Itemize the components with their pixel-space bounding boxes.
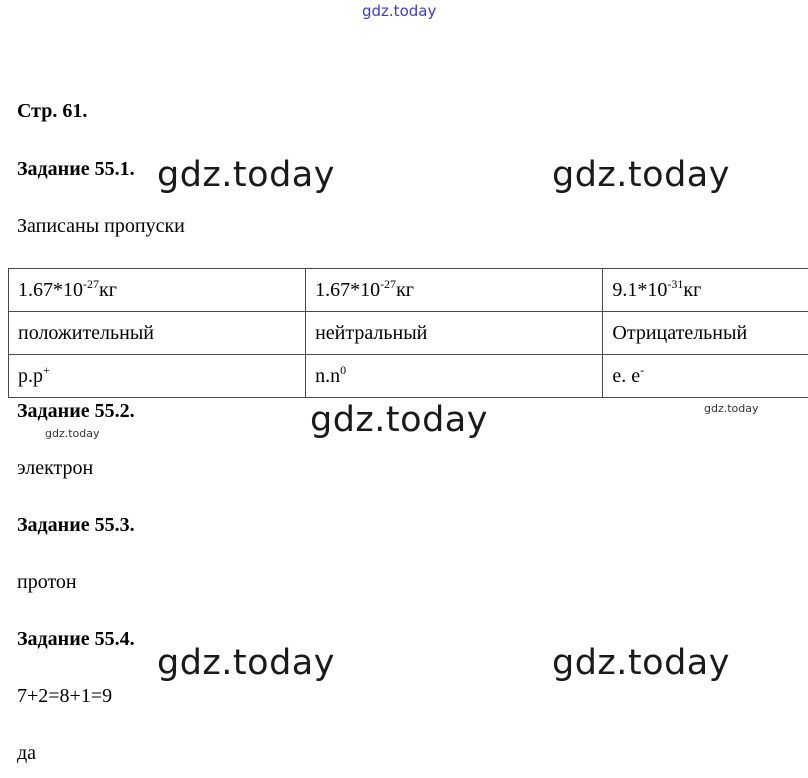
task-55-2-answer: электрон: [17, 457, 94, 479]
table-cell: положительный: [9, 312, 306, 355]
task-55-1-title: Задание 55.1.: [17, 158, 135, 180]
table-cell: $9.1*10^{-31}кг$: [603, 269, 808, 312]
table-cell: Отрицательный: [603, 312, 808, 355]
task-55-1-text: Записаны пропуски: [17, 215, 185, 237]
watermark-large: gdz.today: [157, 155, 335, 195]
task-55-3-title: Задание 55.3.: [17, 514, 135, 536]
page-reference: Стр. 61.: [17, 100, 88, 122]
watermark-top: gdz.today: [362, 2, 437, 20]
task-55-4-answer: да: [17, 742, 37, 764]
table-row: [9, 269, 808, 312]
table-row: [9, 355, 808, 398]
task-55-2-title: Задание 55.2.: [17, 400, 135, 422]
answer-table: [8, 268, 808, 398]
table-cell: e. e-: [603, 355, 808, 398]
watermark-large: gdz.today: [552, 643, 730, 683]
table-cell: $1.67*10^{-27}кг$: [306, 269, 603, 312]
table-cell: нейтральный: [306, 312, 603, 355]
task-55-3-answer: протон: [17, 571, 77, 593]
watermark-small: gdz.today: [704, 402, 759, 415]
watermark-small: gdz.today: [45, 427, 100, 440]
watermark-large: gdz.today: [310, 400, 488, 440]
table-row: [9, 312, 808, 355]
table-cell: $n.n^0$: [306, 355, 603, 398]
watermark-large: gdz.today: [552, 155, 730, 195]
task-55-4-title: Задание 55.4.: [17, 628, 135, 650]
table-cell: $1.67*10^{-27}кг$: [9, 269, 306, 312]
task-55-4-equation: 7+2=8+1=9: [17, 685, 113, 707]
watermark-large: gdz.today: [157, 643, 335, 683]
table-cell: p.p+: [9, 355, 306, 398]
